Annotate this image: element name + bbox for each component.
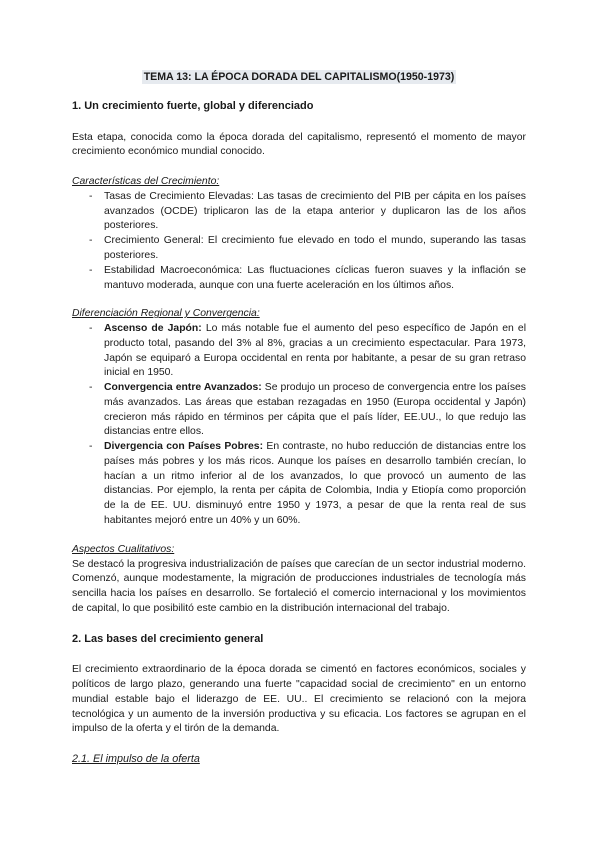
list-item — [72, 440, 526, 529]
list-item-bold: Convergencia entre Avanzados: — [104, 382, 262, 394]
diferenciacion-list — [72, 322, 526, 529]
caracteristicas-heading: Características del Crecimiento: — [72, 176, 220, 188]
list-item: - Tasas de Crecimiento Elevadas: Las tasas de crecimiento del PIB per cápita en los países avanzados (OCDE) triplicaron las de la etapa anterior y duplicaron las de los años posteriores. — [72, 190, 526, 234]
section-1-intro: Esta etapa, conocida como la época dorada del capitalismo, representó el momento de mayor crecimiento económico mundial conocido. — [72, 131, 526, 158]
list-item-bold: Divergencia con Países Pobres: — [104, 441, 264, 453]
aspectos-text: Se destacó la progresiva industrialización de países que carecían de un sector industrial moderno. Comenzó, aunque modestamente, la migración de producciones industriales de tecnología más sencilla hacia los países en desarrollo. Se fortaleció el comercio internacional y los movimientos de capital, lo que posibilitó este cambio en la distribución internacional del trabajo. — [72, 558, 526, 614]
document-body — [72, 70, 526, 767]
list-item: - Crecimiento General: El crecimiento fue elevado en todo el mundo, superando las tasas posteriores. — [72, 234, 526, 264]
list-item-text: En contraste, no hubo reducción de distancias entre los países más pobres y los más ricos. Aunque los países en desarrollo también crecían, lo hacían a un ritmo inferior al de los avanzados, lo que provocó un aumento de las distancias. Por ejemplo, la renta per cápita de Colombia, India y Etiopía como proporción de la de EE. UU. disminuyó entre 1950 y 1973, a pesar de que la renta real de sus habitantes mejoró entre un 40% y un 60%. — [104, 441, 526, 527]
section-2-heading: 2. Las bases del crecimiento general — [72, 632, 264, 645]
list-item-text: Lo más notable fue el aumento del peso específico de Japón en el producto total, pasando del 3% al 8%, gracias a un crecimiento espectacular. Para 1973, Japón se equiparó a Europa occidental en renta por habitante, a pesar de su gran retraso inicial en 1950. — [104, 323, 527, 379]
list-item-text: Se produjo un proceso de convergencia entre los países más avanzados. Las áreas que estaban rezagadas en 1950 (Europa occidental y Japón) crecieron más rápido en términos per cápita que el país líder, EE.UU., lo que redujo las distancias entre ellos. — [104, 382, 526, 438]
list-item-bold: Ascenso de Japón: — [104, 323, 202, 335]
section-2-1-heading: 2.1. El impulso de la oferta — [72, 753, 200, 766]
list-item — [72, 322, 526, 381]
diferenciacion-heading: Diferenciación Regional y Convergencia: — [72, 308, 260, 320]
document-title: TEMA 13: LA ÉPOCA DORADA DEL CAPITALISMO(1950-1973) — [143, 71, 455, 83]
section-1-heading: 1. Un crecimiento fuerte, global y diferenciado — [72, 100, 314, 113]
section-2-text: El crecimiento extraordinario de la época dorada se cimentó en factores económicos, sociales y políticos de largo plazo, generando una fuerte "capacidad social de crecimiento" en un entorno mundial estable bajo el liderazgo de EE. UU.. El crecimiento se relacionó con la mejora tecnológica y un aumento de la inversión productiva y su eficacia. Los factores se agrupan en el impulso de la oferta y el tirón de la demanda. — [72, 664, 526, 735]
list-item — [72, 381, 526, 440]
aspectos-heading: Aspectos Cualitativos: — [72, 543, 175, 555]
caracteristicas-list — [72, 190, 526, 293]
list-item: - Estabilidad Macroeconómica: Las fluctuaciones cíclicas fueron suaves y la inflación se mantuvo moderada, aunque con una fuerte aceleración en los últimos años. — [72, 264, 526, 294]
